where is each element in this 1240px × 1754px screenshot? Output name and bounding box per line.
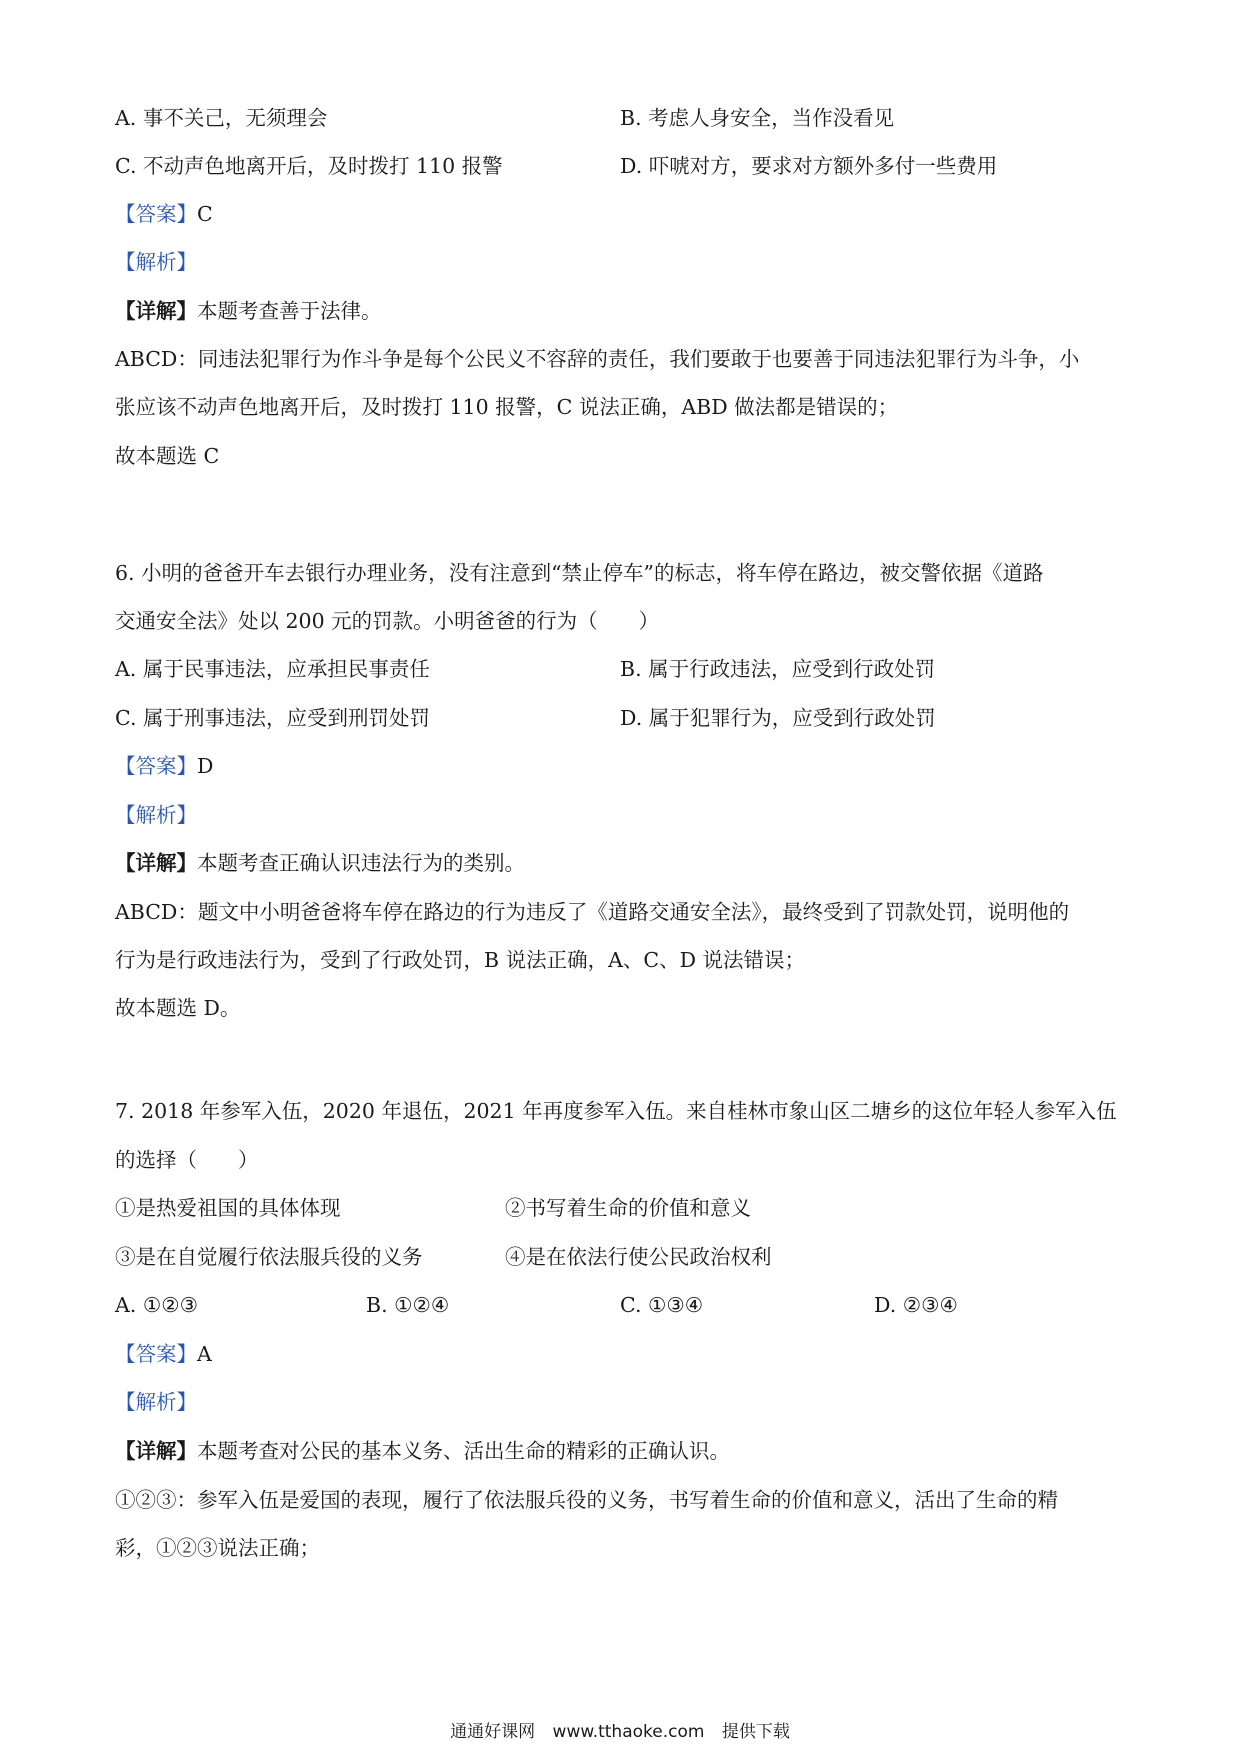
- answer-value: C: [197, 202, 213, 226]
- q5-option-a: A. 事不关己，无须理会: [115, 106, 328, 130]
- q7-item-4: ④是在依法行使公民政治权利: [505, 1245, 772, 1269]
- q5-explanation-line-1: ABCD：同违法犯罪行为作斗争是每个公民义不容辞的责任，我们要敢于也要善于同违法犯罪行为斗争，小: [115, 347, 1080, 371]
- q5-option-b: B. 考虑人身安全，当作没看见: [620, 106, 895, 130]
- q6-option-c: C. 属于刑事违法，应受到刑罚处罚: [115, 706, 430, 730]
- q6-option-a: A. 属于民事违法，应承担民事责任: [115, 657, 430, 681]
- q7-stem-line-2: 的选择（ ）: [115, 1148, 259, 1172]
- q7-item-3: ③是在自觉履行依法服兵役的义务: [115, 1245, 423, 1269]
- q6-analysis-tag: 【解析】: [115, 803, 197, 827]
- q5-option-d: D. 吓唬对方，要求对方额外多付一些费用: [620, 154, 998, 178]
- answer-tag: 【答案】: [115, 1342, 197, 1366]
- q6-explanation-line-1: ABCD：题文中小明爸爸将车停在路边的行为违反了《道路交通安全法》，最终受到了罚款处罚，说明他的: [115, 900, 1070, 924]
- q7-option-d: D. ②③④: [874, 1293, 958, 1317]
- q7-item-2: ②书写着生命的价值和意义: [505, 1196, 751, 1220]
- q6-explanation-line-2: 行为是行政违法行为，受到了行政处罚，B 说法正确，A、C、D 说法错误；: [115, 948, 806, 972]
- detail-tag: 【详解】: [115, 1439, 197, 1463]
- q5-explanation-line-2: 张应该不动声色地离开后，及时拨打 110 报警，C 说法正确，ABD 做法都是错误的；: [115, 395, 899, 419]
- q5-answer: [115, 200, 213, 228]
- footer-note: 提供下载: [721, 1722, 790, 1742]
- q5-option-c: C. 不动声色地离开后，及时拨打 110 报警: [115, 154, 503, 178]
- q5-detail: [115, 297, 382, 325]
- q6-answer: [115, 752, 213, 780]
- answer-value: A: [197, 1342, 212, 1366]
- q6-option-b: B. 属于行政违法，应受到行政处罚: [620, 657, 936, 681]
- detail-tag: 【详解】: [115, 299, 197, 323]
- q5-conclusion: 故本题选 C: [115, 444, 220, 468]
- q7-explanation-line-1: ①②③：参军入伍是爱国的表现，履行了依法服兵役的义务，书写着生命的价值和意义，活出了生命的精: [115, 1488, 1058, 1512]
- q6-conclusion: 故本题选 D。: [115, 996, 241, 1020]
- answer-tag: 【答案】: [115, 754, 197, 778]
- q6-stem-line-1: 6. 小明的爸爸开车去银行办理业务，没有注意到“禁止停车”的标志，将车停在路边，被交警依据《道路: [115, 561, 1044, 585]
- page-footer: [0, 1721, 1240, 1743]
- detail-text: 本题考查对公民的基本义务、活出生命的精彩的正确认识。: [197, 1439, 730, 1463]
- detail-tag: 【详解】: [115, 851, 197, 875]
- q7-option-a: A. ①②③: [115, 1293, 198, 1317]
- q7-item-1: ①是热爱祖国的具体体现: [115, 1196, 341, 1220]
- detail-text: 本题考查正确认识违法行为的类别。: [197, 851, 525, 875]
- q6-detail: [115, 849, 525, 877]
- footer-url[interactable]: www.tthaoke.com: [552, 1722, 705, 1742]
- answer-tag: 【答案】: [115, 202, 197, 226]
- q7-analysis-tag: 【解析】: [115, 1390, 197, 1414]
- q7-stem-line-1: 7. 2018 年参军入伍，2020 年退伍，2021 年再度参军入伍。来自桂林市象山区二塘乡的这位年轻人参军入伍: [115, 1099, 1117, 1123]
- footer-site-name: 通通好课网: [450, 1722, 536, 1742]
- detail-text: 本题考查善于法律。: [197, 299, 382, 323]
- q7-detail: [115, 1437, 730, 1465]
- q7-option-b: B. ①②④: [366, 1293, 450, 1317]
- q6-stem-line-2: 交通安全法》处以 200 元的罚款。小明爸爸的行为（ ）: [115, 609, 660, 633]
- q7-answer: [115, 1340, 212, 1368]
- answer-value: D: [197, 754, 214, 778]
- q5-analysis-tag: 【解析】: [115, 250, 197, 274]
- q7-option-c: C. ①③④: [620, 1293, 704, 1317]
- q7-explanation-line-2: 彩，①②③说法正确；: [115, 1536, 320, 1560]
- q6-option-d: D. 属于犯罪行为，应受到行政处罚: [620, 706, 936, 730]
